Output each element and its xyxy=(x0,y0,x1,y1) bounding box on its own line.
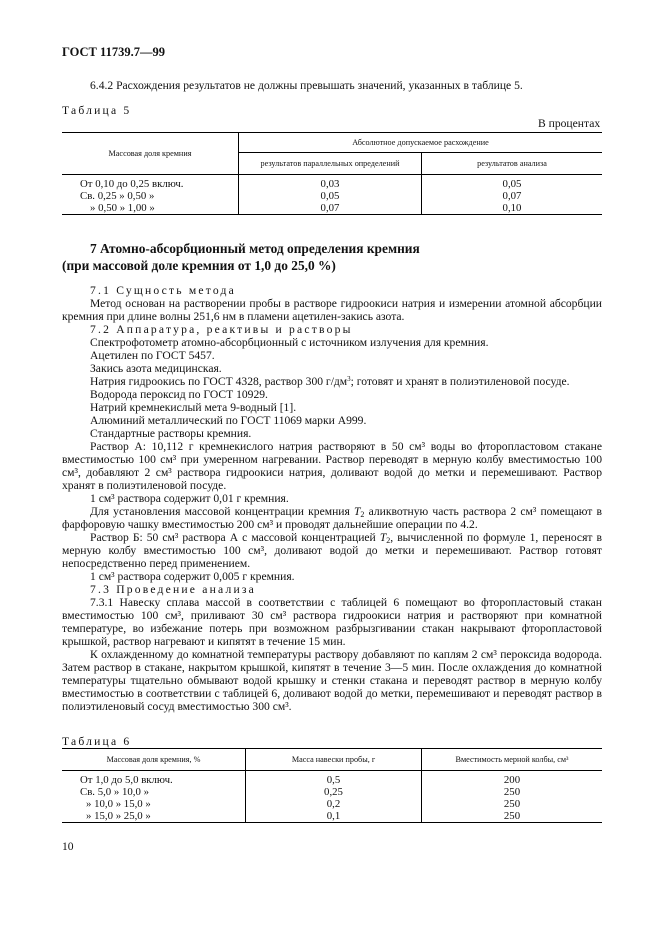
table5-analysis: 0,07 xyxy=(502,190,522,202)
table6-volume: 250 xyxy=(422,810,603,823)
s7-2-item: Стандартные растворы кремния. xyxy=(90,427,252,440)
table6-range: » 10,0 » 15,0 » xyxy=(62,798,246,810)
table5-header-analysis: результатов анализа xyxy=(422,153,603,175)
table5-units: В процентах xyxy=(538,117,601,130)
document-header: ГОСТ 11739.7—99 xyxy=(62,45,165,59)
table-row xyxy=(62,771,602,787)
s7-1-text: Метод основан на растворении пробы в растворе гидроокиси натрия и измерении атомной абсорбции кремния при длине волны 251,6 нм в пламени ацетилен-закись азота. xyxy=(62,297,602,323)
table6-volume: 250 xyxy=(503,786,521,798)
table5-analysis: 0,10 xyxy=(422,202,603,215)
table6-mass: 0,25 xyxy=(246,786,422,798)
table6-range: От 1,0 до 5,0 включ. xyxy=(62,771,246,787)
table-row xyxy=(62,202,602,215)
table5-range: » 0,50 » 1,00 » xyxy=(62,202,239,215)
s7-2-item: Спектрофотометр атомно-абсорбционный с источником излучения для кремния. xyxy=(90,336,489,349)
s7-2-item: Натрий кремнекислый мета 9-водный [1]. xyxy=(90,401,297,414)
table5-parallel: 0,03 xyxy=(239,175,422,191)
table-row xyxy=(62,810,602,823)
table5-header-allowed: Абсолютное допускаемое расхождение xyxy=(239,133,603,153)
table-row xyxy=(62,786,602,798)
table6-header-volume: Вместимость мерной колбы, см³ xyxy=(422,749,603,771)
table6-mass: 0,5 xyxy=(246,771,422,787)
paragraph-6-4-2: 6.4.2 Расхождения результатов не должны превышать значений, указанных в таблице 5. xyxy=(90,79,523,92)
table6-range: Св. 5,0 » 10,0 » xyxy=(62,786,246,798)
table6-mass: 0,1 xyxy=(246,810,422,823)
s7-3-1-paragraph: 7.3.1 Навеску сплава массой в соответствии с таблицей 6 помещают во фторопластовый стакан вместимостью 100 см³, приливают 30 см³ раствора гидроокиси натрия и растворяют при комнатной температуре, во избежание потерь при возможном разбрызгивании стакан накрывают фторопластовой крышкой, раствор нагревают и кипятят в течение 15 мин. xyxy=(62,596,602,648)
table6-caption: Таблица 6 xyxy=(62,735,132,748)
s7-2-item: Ацетилен по ГОСТ 5457. xyxy=(90,349,215,362)
table6 xyxy=(62,748,602,823)
table5-range: От 0,10 до 0,25 включ. xyxy=(62,175,239,191)
table-row xyxy=(62,190,602,202)
section7-title-line1: 7 Атомно-абсорбционный метод определения кремния xyxy=(90,241,420,256)
table5-analysis: 0,05 xyxy=(502,178,522,190)
table-row xyxy=(62,798,602,810)
s7-3-title: 7.3 Проведение анализа xyxy=(90,583,256,596)
s7-3-1-paragraph-2: К охлажденному до комнатной температуры раствору добавляют по каплям 2 см³ пероксида водорода. Затем раствор в стакане, накрытом крышкой, кипятят в течение 3—5 мин. После охлаждения до комнатной температуры тщательно обмывают водой крышку и стенки стакана и переводят раствор в мерную колбу вместимостью в соответствии с таблицей 6, доливают водой до метки, перемешивают и переводят раствор в полиэтиленовый сосуд вместимостью 300 см³. xyxy=(62,648,602,713)
table6-header-fraction: Массовая доля кремния, % xyxy=(62,749,246,771)
table6-mass: 0,2 xyxy=(246,798,422,810)
table6-range: » 15,0 » 25,0 » xyxy=(62,810,246,823)
s7-2-item: Водорода пероксид по ГОСТ 10929. xyxy=(90,388,268,401)
t2-paragraph: Для установления массовой концентрации кремния $T_2$ аликвотную часть раствора 2 см³ помещают в фарфоровую чашку вместимостью 200 см³ и проводят дальнейшие операции по 4.2. xyxy=(62,505,602,531)
table5-header-parallel: результатов параллельных определений xyxy=(239,153,422,175)
page-number: 10 xyxy=(62,840,74,853)
s7-2-item: Алюминий металлический по ГОСТ 11069 марки А999. xyxy=(90,414,367,427)
s7-1-title: 7.1 Сущность метода xyxy=(90,284,236,297)
s7-2-natrium: Натрия гидроокись по ГОСТ 4328, раствор 300 $г/дм^3$; готовят и хранят в полиэтиленовой посуде. xyxy=(90,375,570,388)
table6-volume: 200 xyxy=(503,774,521,786)
s7-2-title: 7.2 Аппаратура, реактивы и растворы xyxy=(90,323,353,336)
table5 xyxy=(62,132,602,215)
table5-caption: Таблица 5 xyxy=(62,104,132,117)
table6-header-mass: Масса навески пробы, г xyxy=(246,749,422,771)
table5-parallel: 0,05 xyxy=(239,190,422,202)
section7-body xyxy=(62,284,602,713)
solution-b: Раствор Б: 50 см³ раствора А с массовой концентрацией $T_2$, вычисленной по формуле 1, переносят в мерную колбу вместимостью 100 см³, доливают водой до метки и перемешивают. Раствор готовят непосредственно перед применением. xyxy=(62,531,602,570)
table-row xyxy=(62,175,602,191)
table5-range: Св. 0,25 » 0,50 » xyxy=(62,190,239,202)
solution-b-concentration: 1 см³ раствора содержит 0,005 г кремния. xyxy=(90,570,295,583)
section7-title-line2: (при массовой доле кремния от 1,0 до 25,0 %) xyxy=(62,258,336,273)
s7-2-item: Закись азота медицинская. xyxy=(90,362,222,375)
solution-a: Раствор А: 10,112 г кремнекислого натрия растворяют в 50 см³ воды во фторопластовом стакане вместимостью 100 см³ при умеренном нагревании. Раствор переводят в мерную колбу вместимостью 100 см³, добавляют 2 см³ раствора гидроокиси натрия, доливают водой до метки и перемешивают. Раствор хранят в полиэтиленовой посуде. xyxy=(62,440,602,492)
table6-volume: 250 xyxy=(503,798,521,810)
table5-parallel: 0,07 xyxy=(239,202,422,215)
solution-a-concentration: 1 см³ раствора содержит 0,01 г кремния. xyxy=(90,492,289,505)
table5-header-fraction: Массовая доля кремния xyxy=(62,133,239,175)
